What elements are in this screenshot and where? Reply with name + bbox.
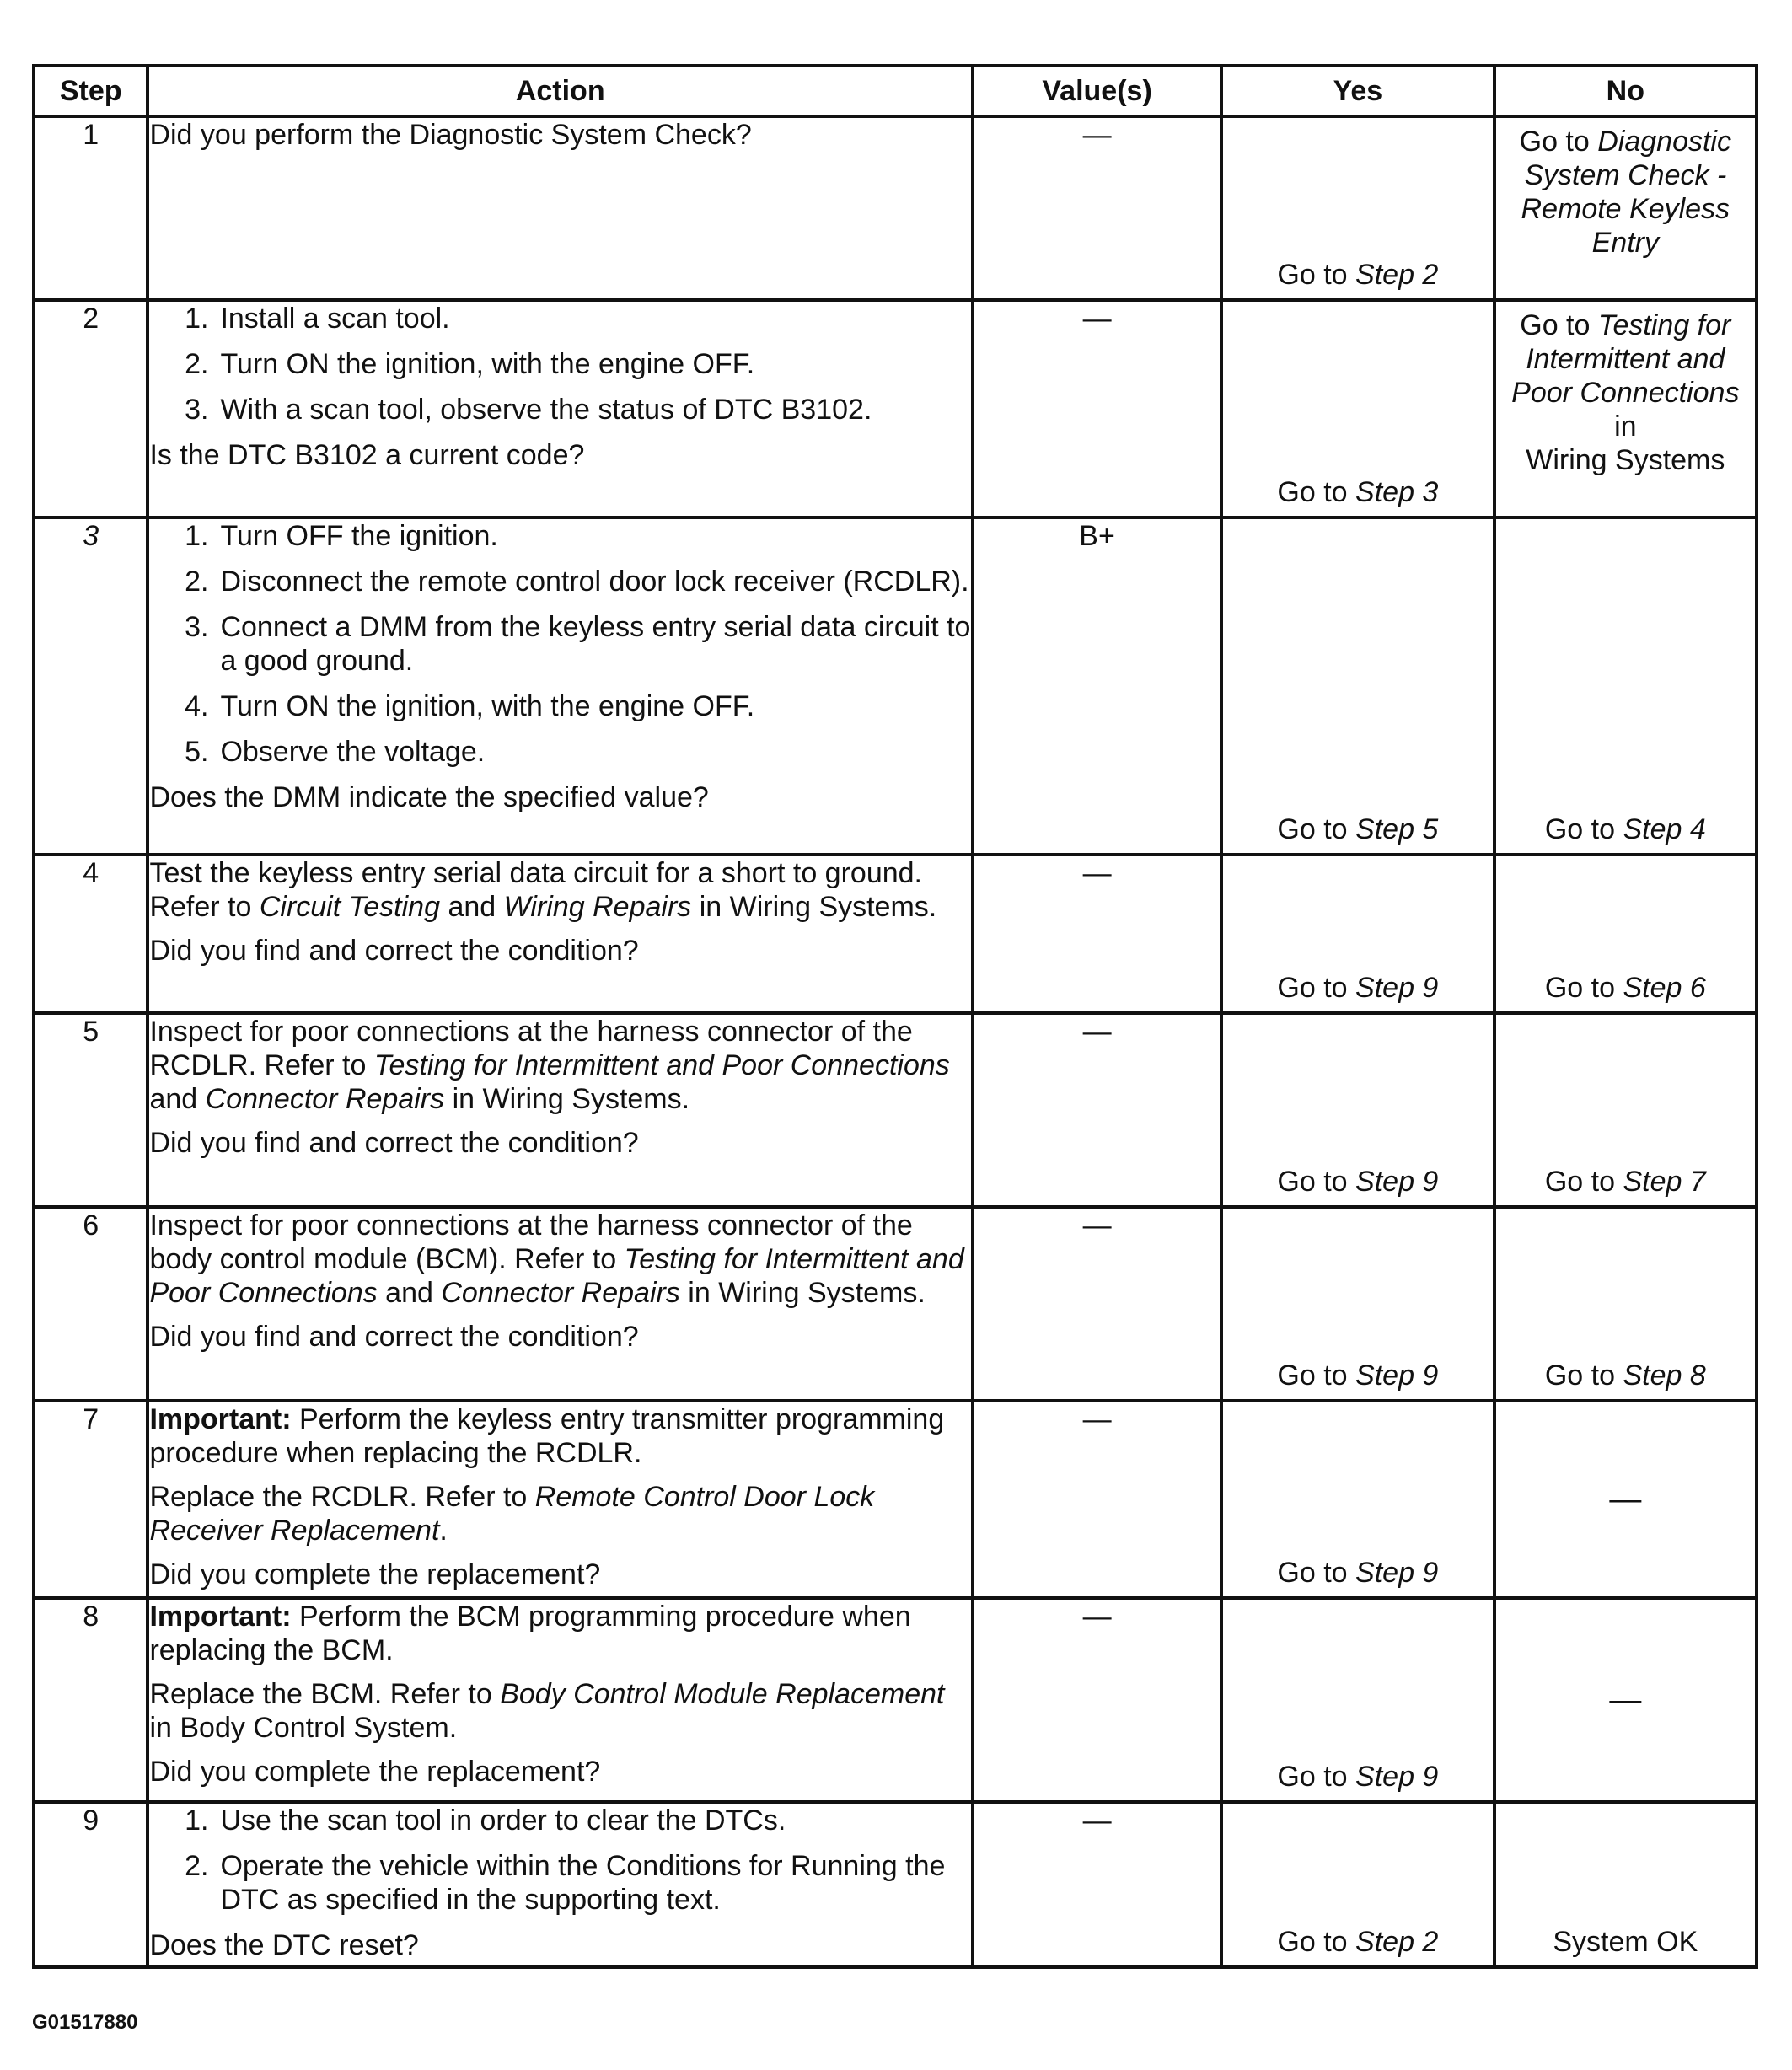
step-number: 6: [34, 1207, 148, 1401]
step-number: 2: [34, 300, 148, 518]
no-mid: in: [1614, 410, 1637, 442]
action-cell: [148, 1401, 973, 1598]
header-action: Action: [148, 66, 973, 116]
action-paragraph: Test the keyless entry serial data circuit for a short to ground. Refer to Circuit Testing and Wiring Repairs in Wiring Systems.: [149, 857, 937, 923]
action-question: Did you perform the Diagnostic System Check?: [149, 119, 752, 151]
table-row: [34, 855, 1757, 1013]
no-prefix: Go to: [1544, 813, 1623, 845]
diagnostic-table-document: [32, 64, 1758, 1969]
no-link[interactable]: [1496, 812, 1755, 846]
no-cell: [1494, 1802, 1757, 1967]
action-question: Did you complete the replacement?: [149, 1558, 601, 1590]
yes-step-ref: Step 9: [1355, 1359, 1439, 1392]
header-values: Value(s): [973, 66, 1221, 116]
diagnostic-table: [32, 64, 1758, 1969]
reference-link[interactable]: Testing for Intermittent and Poor Connections: [149, 1243, 964, 1309]
no-cell: [1494, 1013, 1757, 1207]
yes-step-ref: Step 2: [1355, 259, 1439, 291]
step-number: 4: [34, 855, 148, 1013]
yes-cell: [1221, 116, 1494, 300]
yes-prefix: Go to: [1277, 1761, 1356, 1793]
no-value: —: [1609, 1682, 1642, 1718]
important-label: Important:: [149, 1403, 292, 1435]
value-cell: B+: [973, 518, 1221, 855]
value-cell: —: [973, 1598, 1221, 1802]
no-cell: [1494, 1207, 1757, 1401]
step-number: 1: [34, 116, 148, 300]
reference-link[interactable]: Body Control Module Replacement: [500, 1678, 945, 1710]
list-item: 4. Turn ON the ignition, with the engine OFF.: [185, 690, 755, 722]
list-item: 2. Disconnect the remote control door lock receiver (RCDLR).: [185, 566, 969, 598]
no-prefix: Go to: [1544, 972, 1623, 1004]
action-question: Did you complete the replacement?: [149, 1756, 601, 1788]
yes-step-ref: Step 5: [1355, 813, 1439, 845]
figure-code: G01517880: [32, 2011, 138, 2034]
step-number: 5: [34, 1013, 148, 1207]
yes-cell: [1221, 1802, 1494, 1967]
table-row: [34, 1401, 1757, 1598]
table-row: [34, 518, 1757, 855]
important-note: Important: Perform the keyless entry transmitter programming procedure when replacing the RCDLR.: [149, 1403, 945, 1469]
reference-link[interactable]: Circuit Testing: [259, 891, 441, 923]
list-item: 2. Turn ON the ignition, with the engine OFF.: [185, 348, 755, 380]
no-link[interactable]: [1496, 1165, 1755, 1199]
table-row: [34, 1802, 1757, 1967]
action-paragraph: Replace the RCDLR. Refer to Remote Control Door Lock Receiver Replacement.: [149, 1481, 875, 1547]
action-cell: [148, 518, 973, 855]
yes-cell: [1221, 300, 1494, 518]
table-row: [34, 116, 1757, 300]
no-prefix: Go to: [1519, 126, 1598, 158]
header-no: No: [1494, 66, 1757, 116]
no-cell: [1494, 1401, 1757, 1598]
yes-prefix: Go to: [1277, 1359, 1356, 1392]
value-cell: —: [973, 1802, 1221, 1967]
no-value: System OK: [1553, 1926, 1698, 1958]
yes-link[interactable]: [1223, 1165, 1492, 1199]
yes-cell: [1221, 518, 1494, 855]
yes-cell: [1221, 855, 1494, 1013]
yes-link[interactable]: [1223, 1359, 1492, 1392]
table-row: [34, 1598, 1757, 1802]
no-step-ref: Step 4: [1623, 813, 1706, 845]
value-cell: —: [973, 116, 1221, 300]
yes-link[interactable]: [1223, 1925, 1492, 1959]
yes-cell: [1221, 1013, 1494, 1207]
no-cell: [1494, 116, 1757, 300]
list-item: 3. Connect a DMM from the keyless entry serial data circuit to a good ground.: [185, 611, 971, 677]
no-step-ref: Step 8: [1623, 1359, 1706, 1392]
yes-prefix: Go to: [1277, 813, 1356, 845]
step-number: 8: [34, 1598, 148, 1802]
action-cell: [148, 1598, 973, 1802]
no-value: —: [1609, 1482, 1642, 1517]
yes-step-ref: Step 2: [1355, 1926, 1439, 1958]
reference-link[interactable]: Testing for Intermittent and Poor Connections: [373, 1049, 950, 1081]
yes-link[interactable]: [1223, 1556, 1492, 1590]
yes-cell: [1221, 1207, 1494, 1401]
yes-cell: [1221, 1598, 1494, 1802]
action-paragraph: Inspect for poor connections at the harness connector of the body control module (BCM). Refer to Testing for Intermittent and Poor Connections and Connector Repairs in Wiring Systems.: [149, 1209, 964, 1309]
yes-prefix: Go to: [1277, 972, 1356, 1004]
yes-step-ref: Step 9: [1355, 1166, 1439, 1198]
value-cell: —: [973, 1401, 1221, 1598]
reference-link[interactable]: Connector Repairs: [441, 1277, 680, 1309]
table-row: [34, 1013, 1757, 1207]
no-step-ref: Step 7: [1623, 1166, 1706, 1198]
no-link[interactable]: [1496, 302, 1755, 484]
no-link[interactable]: [1496, 118, 1755, 266]
action-cell: [148, 1013, 973, 1207]
reference-link[interactable]: Remote Control Door Lock Receiver Replacement: [149, 1481, 875, 1547]
yes-prefix: Go to: [1277, 259, 1356, 291]
reference-link[interactable]: Connector Repairs: [205, 1083, 445, 1115]
value-cell: —: [973, 1207, 1221, 1401]
no-ref: Testing for Intermittent and Poor Connections: [1511, 309, 1740, 409]
yes-prefix: Go to: [1277, 1926, 1356, 1958]
no-ref: Diagnostic System Check - Remote Keyless Entry: [1521, 126, 1731, 259]
action-question: Does the DTC reset?: [149, 1929, 419, 1961]
reference-link[interactable]: Wiring Repairs: [503, 891, 692, 923]
list-item: 1. Turn OFF the ignition.: [185, 520, 498, 552]
yes-link[interactable]: [1223, 258, 1492, 292]
no-prefix: Go to: [1520, 309, 1598, 341]
no-link[interactable]: [1496, 971, 1755, 1005]
no-link[interactable]: [1496, 1359, 1755, 1392]
action-paragraph: Replace the BCM. Refer to Body Control Module Replacement in Body Control System.: [149, 1678, 945, 1744]
yes-prefix: Go to: [1277, 1557, 1356, 1589]
action-cell: [148, 855, 973, 1013]
header-row: [34, 66, 1757, 116]
no-cell: [1494, 518, 1757, 855]
value-cell: —: [973, 1013, 1221, 1207]
yes-step-ref: Step 9: [1355, 1557, 1439, 1589]
no-cell: [1494, 855, 1757, 1013]
yes-step-ref: Step 9: [1355, 1761, 1439, 1793]
value-cell: —: [973, 855, 1221, 1013]
action-question: Did you find and correct the condition?: [149, 935, 639, 967]
yes-link[interactable]: [1223, 812, 1492, 846]
action-question: Does the DMM indicate the specified value?: [149, 781, 709, 813]
no-prefix: Go to: [1544, 1166, 1623, 1198]
step-number: 9: [34, 1802, 148, 1967]
step-number: 3: [34, 518, 148, 855]
list-item: 2. Operate the vehicle within the Conditions for Running the DTC as specified in the supporting text.: [185, 1850, 946, 1916]
yes-link[interactable]: [1223, 1760, 1492, 1794]
yes-prefix: Go to: [1277, 1166, 1356, 1198]
action-paragraph: Inspect for poor connections at the harness connector of the RCDLR. Refer to Testing for Intermittent and Poor Connections and Connector Repairs in Wiring Systems.: [149, 1016, 950, 1115]
action-cell: [148, 1802, 973, 1967]
important-label: Important:: [149, 1601, 292, 1633]
action-question: Did you find and correct the condition?: [149, 1321, 639, 1353]
list-item: 1. Use the scan tool in order to clear the DTCs.: [185, 1805, 786, 1837]
action-question: Is the DTC B3102 a current code?: [149, 439, 585, 471]
header-step: Step: [34, 66, 148, 116]
yes-link[interactable]: [1223, 971, 1492, 1005]
action-question: Did you find and correct the condition?: [149, 1127, 639, 1159]
table-row: [34, 300, 1757, 518]
header-yes: Yes: [1221, 66, 1494, 116]
value-cell: —: [973, 300, 1221, 518]
yes-step-ref: Step 3: [1355, 476, 1439, 508]
list-item: 1. Install a scan tool.: [185, 303, 450, 335]
step-number: 7: [34, 1401, 148, 1598]
list-item: 3. With a scan tool, observe the status of DTC B3102.: [185, 394, 872, 426]
action-cell: [148, 116, 973, 300]
action-cell: [148, 1207, 973, 1401]
important-note: Important: Perform the BCM programming procedure when replacing the BCM.: [149, 1601, 911, 1666]
no-suffix: Wiring Systems: [1526, 444, 1725, 476]
yes-step-ref: Step 9: [1355, 972, 1439, 1004]
action-cell: [148, 300, 973, 518]
list-item: 5. Observe the voltage.: [185, 736, 486, 768]
no-cell: [1494, 1598, 1757, 1802]
yes-link[interactable]: [1223, 475, 1492, 509]
yes-prefix: Go to: [1277, 476, 1356, 508]
table-row: [34, 1207, 1757, 1401]
no-cell: [1494, 300, 1757, 518]
yes-cell: [1221, 1401, 1494, 1598]
no-step-ref: Step 6: [1623, 972, 1706, 1004]
no-prefix: Go to: [1544, 1359, 1623, 1392]
